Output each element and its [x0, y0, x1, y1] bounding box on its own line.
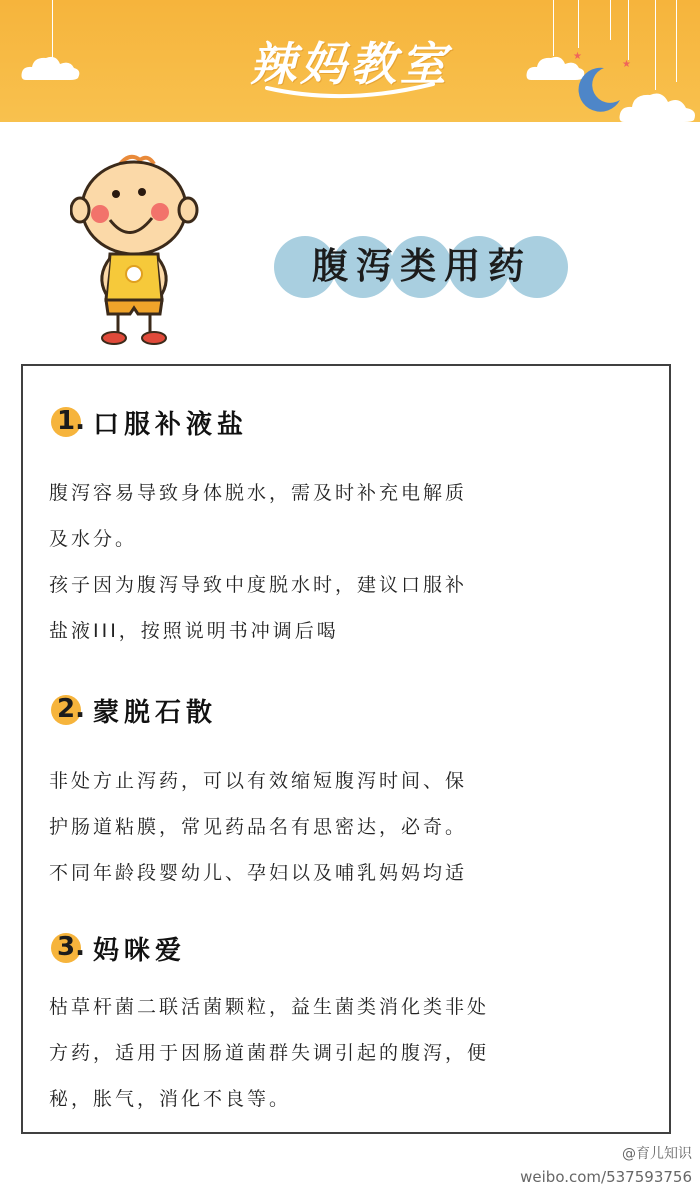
- section-number-text: 3.: [57, 932, 85, 962]
- banner-title: 辣妈教室: [250, 37, 450, 91]
- section-number: [51, 928, 89, 968]
- section-title: 妈咪爱: [93, 935, 187, 966]
- star-icon: ★: [573, 51, 582, 62]
- page-title: 腹泻类用药: [311, 246, 532, 287]
- body-line: 腹泻容易导致身体脱水，需及时补充电解质: [49, 482, 468, 504]
- body-line: 不同年龄段婴幼儿、孕妇以及哺乳妈妈均适: [49, 862, 468, 884]
- section-title-badge: [272, 236, 572, 298]
- section-number-text: 1.: [57, 406, 85, 436]
- title-swoosh: [265, 80, 435, 102]
- section-heading: [51, 690, 217, 730]
- section-title: 口服补液盐: [93, 409, 249, 440]
- body-line: 非处方止泻药，可以有效缩短腹泻时间、保: [49, 770, 468, 792]
- section-body: [49, 758, 649, 896]
- body-line: 枯草杆菌二联活菌颗粒，益生菌类消化类非处: [49, 996, 490, 1018]
- section-heading: [51, 928, 186, 968]
- section-body: [49, 984, 649, 1122]
- section-heading: [51, 402, 248, 442]
- section-title: 蒙脱石散: [93, 697, 218, 728]
- section-number-text: 2.: [57, 694, 85, 724]
- section-number: [51, 690, 89, 730]
- content-box: [21, 364, 671, 1134]
- header-banner: [0, 0, 700, 122]
- cartoon-boy-illustration: [70, 150, 200, 350]
- section-number: [51, 402, 89, 442]
- body-line: 盐液III，按照说明书冲调后喝: [49, 620, 339, 642]
- section-body: [49, 470, 649, 654]
- body-line: 及水分。: [49, 528, 138, 550]
- body-line: 护肠道粘膜，常见药品名有思密达，必奇。: [49, 816, 468, 838]
- star-icon: ★: [622, 59, 631, 70]
- body-line: 孩子因为腹泻导致中度脱水时，建议口服补: [49, 574, 468, 596]
- watermark-handle: @育儿知识: [622, 1146, 692, 1162]
- watermark-url: weibo.com/537593756: [520, 1168, 692, 1186]
- body-line: 秘，胀气，消化不良等。: [49, 1088, 292, 1110]
- body-line: 方药，适用于因肠道菌群失调引起的腹泻，便: [49, 1042, 490, 1064]
